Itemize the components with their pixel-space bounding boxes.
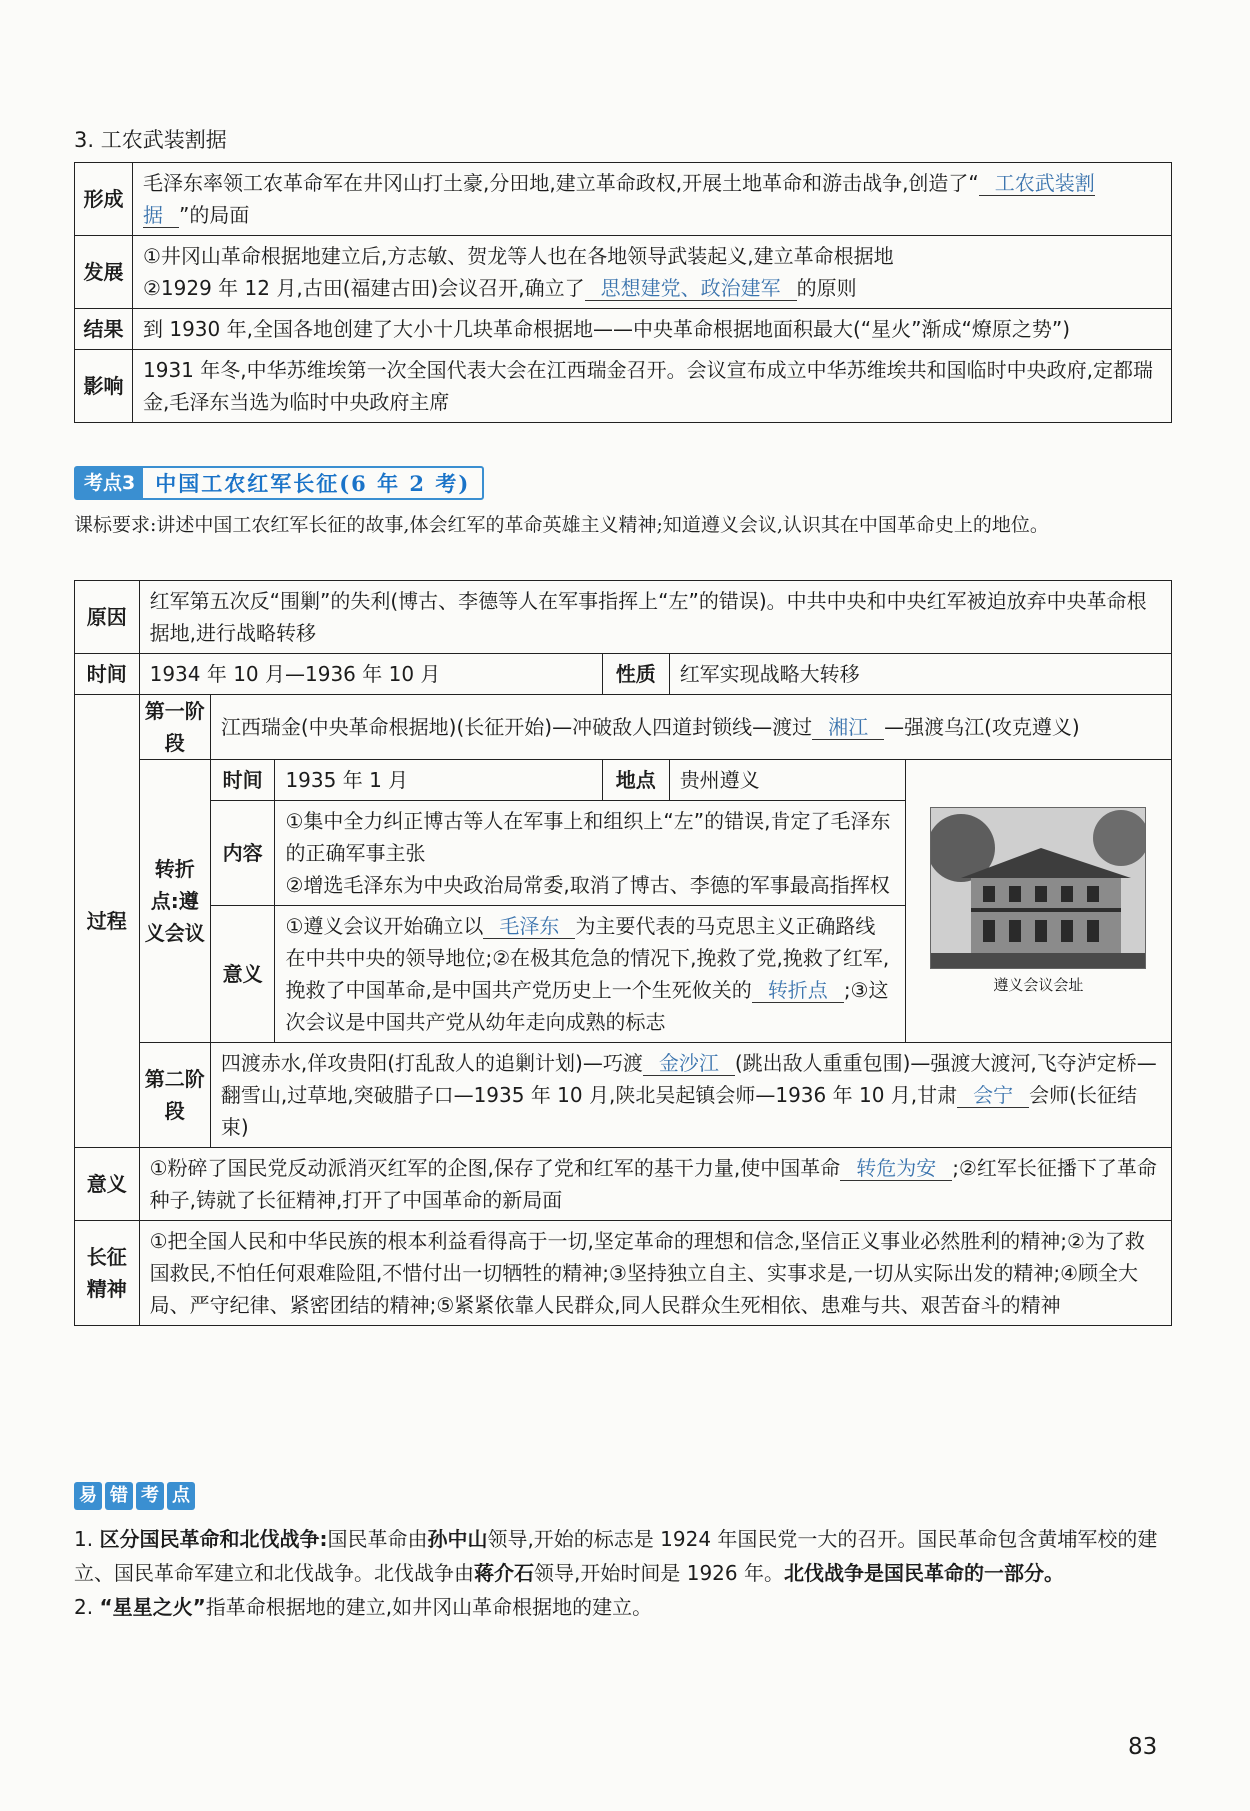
error-point-1: 1. 区分国民革命和北伐战争:国民革命由孙中山领导,开始的标志是 1924 年国民党一大的召开。国民革命包含黄埔军校的建立、国民革命军建立和北伐战争。北伐战争由蒋介石领导,开始时间是 1926 年。北伐战争是国民革命的一部分。 <box>74 1527 1158 1585</box>
answer-blank: 毛泽东 <box>483 914 575 939</box>
row-label: 时间 <box>75 654 140 695</box>
answer-blank: 金沙江 <box>643 1051 735 1076</box>
significance-text: ①粉碎了国民党反动派消灭红军的企图,保存了党和红军的基干力量,使中国革命 转危为安 ;②红军长征播下了革命种子,铸就了长征精神,打开了中国革命的新局面 <box>139 1148 1171 1221</box>
section-title: 3. 工农武装割据 <box>74 128 227 152</box>
table-row <box>75 350 1172 423</box>
table-row <box>75 760 1172 801</box>
kaodian-header <box>74 466 484 500</box>
kaodian-tag: 考点3 <box>76 468 143 498</box>
table-row <box>75 695 1172 760</box>
page-number: 83 <box>1128 1734 1158 1760</box>
row-label: 发展 <box>75 236 133 309</box>
spirit-text: ①把全国人民和中华民族的根本利益看得高于一切,坚定革命的理想和信念,坚信正义事业必然胜利的精神;②为了救国救民,不怕任何艰难险阻,不惜付出一切牺牲的精神;③坚持独立自主、实事求是,一切从实际出发的精神;④顾全大局、严守纪律、紧密团结的精神;⑤紧紧依靠人民群众,同人民群众生死相依、患难与共、艰苦奋斗的精神 <box>139 1221 1171 1326</box>
row-label: 形成 <box>75 163 133 236</box>
content-label: 内容 <box>210 801 275 906</box>
row-text: ①井冈山革命根据地建立后,方志敏、贺龙等人也在各地领导武装起义,建立革命根据地 ②1929 年 12 月,古田(福建古田)会议召开,确立了 思想建党、政治建军 的原则 <box>133 236 1172 309</box>
error-points-header <box>74 1482 195 1510</box>
long-march-table <box>74 580 1172 1326</box>
answer-blank: 转折点 <box>752 978 844 1003</box>
error-header-char: 考 <box>136 1482 164 1510</box>
row-label: 长征精神 <box>75 1221 140 1326</box>
error-header-char: 易 <box>74 1482 102 1510</box>
error-point-2: 2. “星星之火”指革命根据地的建立,如井冈山革命根据地的建立。 <box>74 1595 653 1619</box>
turn-time: 1935 年 1 月 <box>275 760 602 801</box>
photo-caption: 遵义会议会址 <box>993 976 1084 994</box>
row-text: 1931 年冬,中华苏维埃第一次全国代表大会在江西瑞金召开。会议宣布成立中华苏维埃共和国临时中央政府,定都瑞金,毛泽东当选为临时中央政府主席 <box>133 350 1172 423</box>
table-row <box>75 236 1172 309</box>
error-header-char: 点 <box>167 1482 195 1510</box>
answer-blank: 会宁 <box>957 1083 1029 1108</box>
row-label: 原因 <box>75 581 140 654</box>
table-row <box>75 309 1172 350</box>
table-row <box>75 163 1172 236</box>
zunyi-site-photo <box>930 807 1146 969</box>
stage2-label: 第二阶段 <box>139 1043 210 1148</box>
turn-place-label: 地点 <box>602 760 669 801</box>
row-label: 结果 <box>75 309 133 350</box>
table-row <box>75 654 1172 695</box>
content-text: ①集中全力纠正博古等人在军事上和组织上“左”的错误,肯定了毛泽东的正确军事主张 ②增选毛泽东为中央政治局常委,取消了博古、李德的军事最高指挥权 <box>275 801 905 906</box>
row-text: 毛泽东率领工农革命军在井冈山打土豪,分田地,建立革命政权,开展土地革命和游击战争,创造了“ 工农武装割据 ”的局面 <box>133 163 1172 236</box>
error-points-list <box>74 1522 1174 1624</box>
meaning-label: 意义 <box>210 906 275 1043</box>
time-text: 1934 年 10 月—1936 年 10 月 <box>139 654 602 695</box>
table-row <box>75 1221 1172 1326</box>
answer-blank: 思想建党、政治建军 <box>585 276 797 301</box>
nature-text: 红军实现战略大转移 <box>669 654 1171 695</box>
stage1-label: 第一阶段 <box>139 695 210 760</box>
stage2-text: 四渡赤水,佯攻贵阳(打乱敌人的追剿计划)—巧渡 金沙江 (跳出敌人重重包围)—强渡大渡河,飞夺泸定桥—翻雪山,过草地,突破腊子口—1935 年 10 月,陕北吴起镇会师—1936 年 10 月,甘肃 会宁 会师(长征结束) <box>210 1043 1171 1148</box>
table-row <box>75 581 1172 654</box>
row-text: 到 1930 年,全国各地创建了大小十几块革命根据地——中央革命根据地面积最大(“星火”渐成“燎原之势”) <box>133 309 1172 350</box>
turn-place: 贵州遵义 <box>669 760 905 801</box>
stage1-text: 江西瑞金(中央革命根据地)(长征开始)—冲破敌人四道封锁线—渡过 湘江 —强渡乌江(攻克遵义) <box>210 695 1171 760</box>
table-row <box>75 1148 1172 1221</box>
row-label: 意义 <box>75 1148 140 1221</box>
answer-blank: 工农武装割据 <box>143 171 1095 227</box>
nature-label: 性质 <box>602 654 669 695</box>
row-label: 影响 <box>75 350 133 423</box>
kaodian-title: 中国工农红军长征(6 年 2 考) <box>155 471 471 496</box>
curriculum-requirement: 课标要求:讲述中国工农红军长征的故事,体会红军的革命英雄主义精神;知道遵义会议,认识其在中国革命史上的地位。 <box>74 514 1049 536</box>
armed-separatism-table <box>74 162 1172 423</box>
error-header-char: 错 <box>105 1482 133 1510</box>
photo-cell <box>905 760 1171 1043</box>
zunyi-building-illustration <box>931 808 1145 968</box>
turn-time-label: 时间 <box>210 760 275 801</box>
answer-blank: 湘江 <box>812 715 884 740</box>
answer-blank: 转危为安 <box>840 1156 952 1181</box>
reason-text: 红军第五次反“围剿”的失利(博古、李德等人在军事指挥上“左”的错误)。中共中央和中央红军被迫放弃中央革命根据地,进行战略转移 <box>139 581 1171 654</box>
meaning-text: ①遵义会议开始确立以 毛泽东 为主要代表的马克思主义正确路线在中共中央的领导地位;②在极其危急的情况下,挽救了党,挽救了红军,挽救了中国革命,是中国共产党历史上一个生死攸关的 转折点 ;③这次会议是中国共产党从幼年走向成熟的标志 <box>275 906 905 1043</box>
turning-point-label: 转折点:遵义会议 <box>139 760 210 1043</box>
table-row <box>75 1043 1172 1148</box>
process-label: 过程 <box>75 695 140 1148</box>
